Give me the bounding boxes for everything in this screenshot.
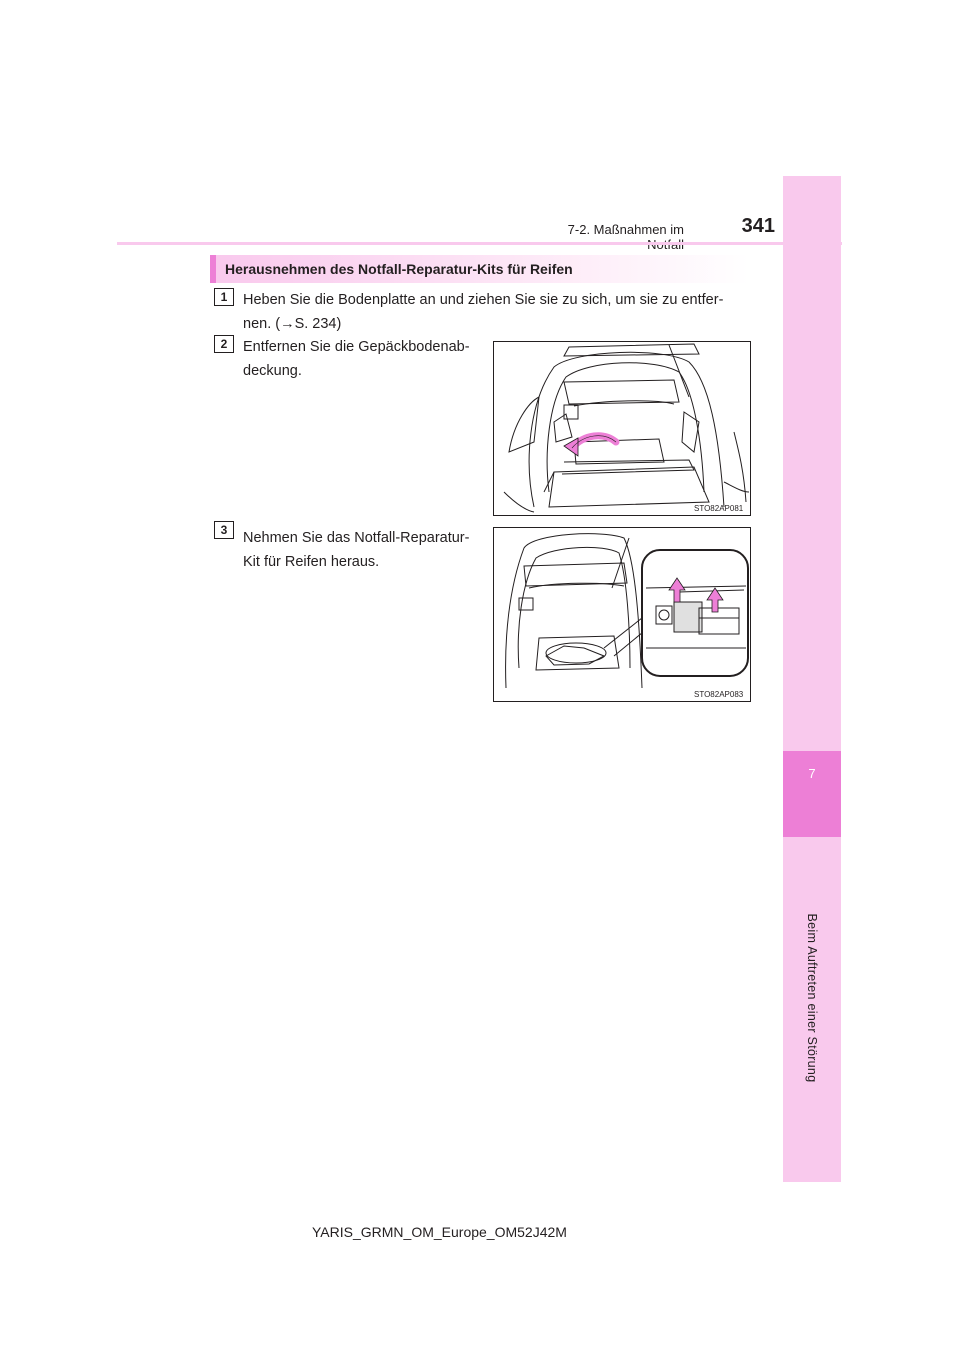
figure-luggage-cover-removal xyxy=(493,341,751,516)
step-1-text xyxy=(243,288,753,336)
step-2-text xyxy=(243,335,488,383)
step-3-text xyxy=(243,526,488,574)
chapter-number: 7 xyxy=(808,766,816,781)
page-number: 341 xyxy=(741,215,775,237)
step-3-line-2: Kit für Reifen heraus. xyxy=(243,554,380,570)
header-rule xyxy=(117,242,842,245)
step-number-1: 1 xyxy=(214,288,234,306)
section-heading xyxy=(210,255,749,283)
step-2-line-1: Entfernen Sie die Gepäckbodenab- xyxy=(243,339,470,355)
step-number-2: 2 xyxy=(214,335,234,353)
chapter-title: Beim Auftreten einer Störung xyxy=(805,913,819,1083)
figure-repair-kit-removal xyxy=(493,527,751,702)
step-number-3: 3 xyxy=(214,521,234,539)
chapter-marker xyxy=(783,751,841,837)
car-trunk-illustration-2 xyxy=(494,528,750,701)
figure-1-code: STO82AP081 xyxy=(694,504,744,513)
step-1-line-1: Heben Sie die Bodenplatte an und ziehen Sie sie zu sich, um sie zu entfer- xyxy=(243,292,724,308)
step-2-line-2: deckung. xyxy=(243,363,302,379)
step-3-line-1: Nehmen Sie das Notfall-Reparatur- xyxy=(243,530,470,546)
car-trunk-illustration-1 xyxy=(494,342,750,515)
document-footer: YARIS_GRMN_OM_Europe_OM52J42M xyxy=(312,1224,567,1240)
step-1-line-2: nen. (→S. 234) xyxy=(243,316,342,332)
section-heading-text: Herausnehmen des Notfall-Reparatur-Kits für Reifen xyxy=(225,261,573,277)
header-section-title: 7-2. Maßnahmen im xyxy=(567,222,684,237)
figure-2-code: STO82AP083 xyxy=(694,690,744,699)
